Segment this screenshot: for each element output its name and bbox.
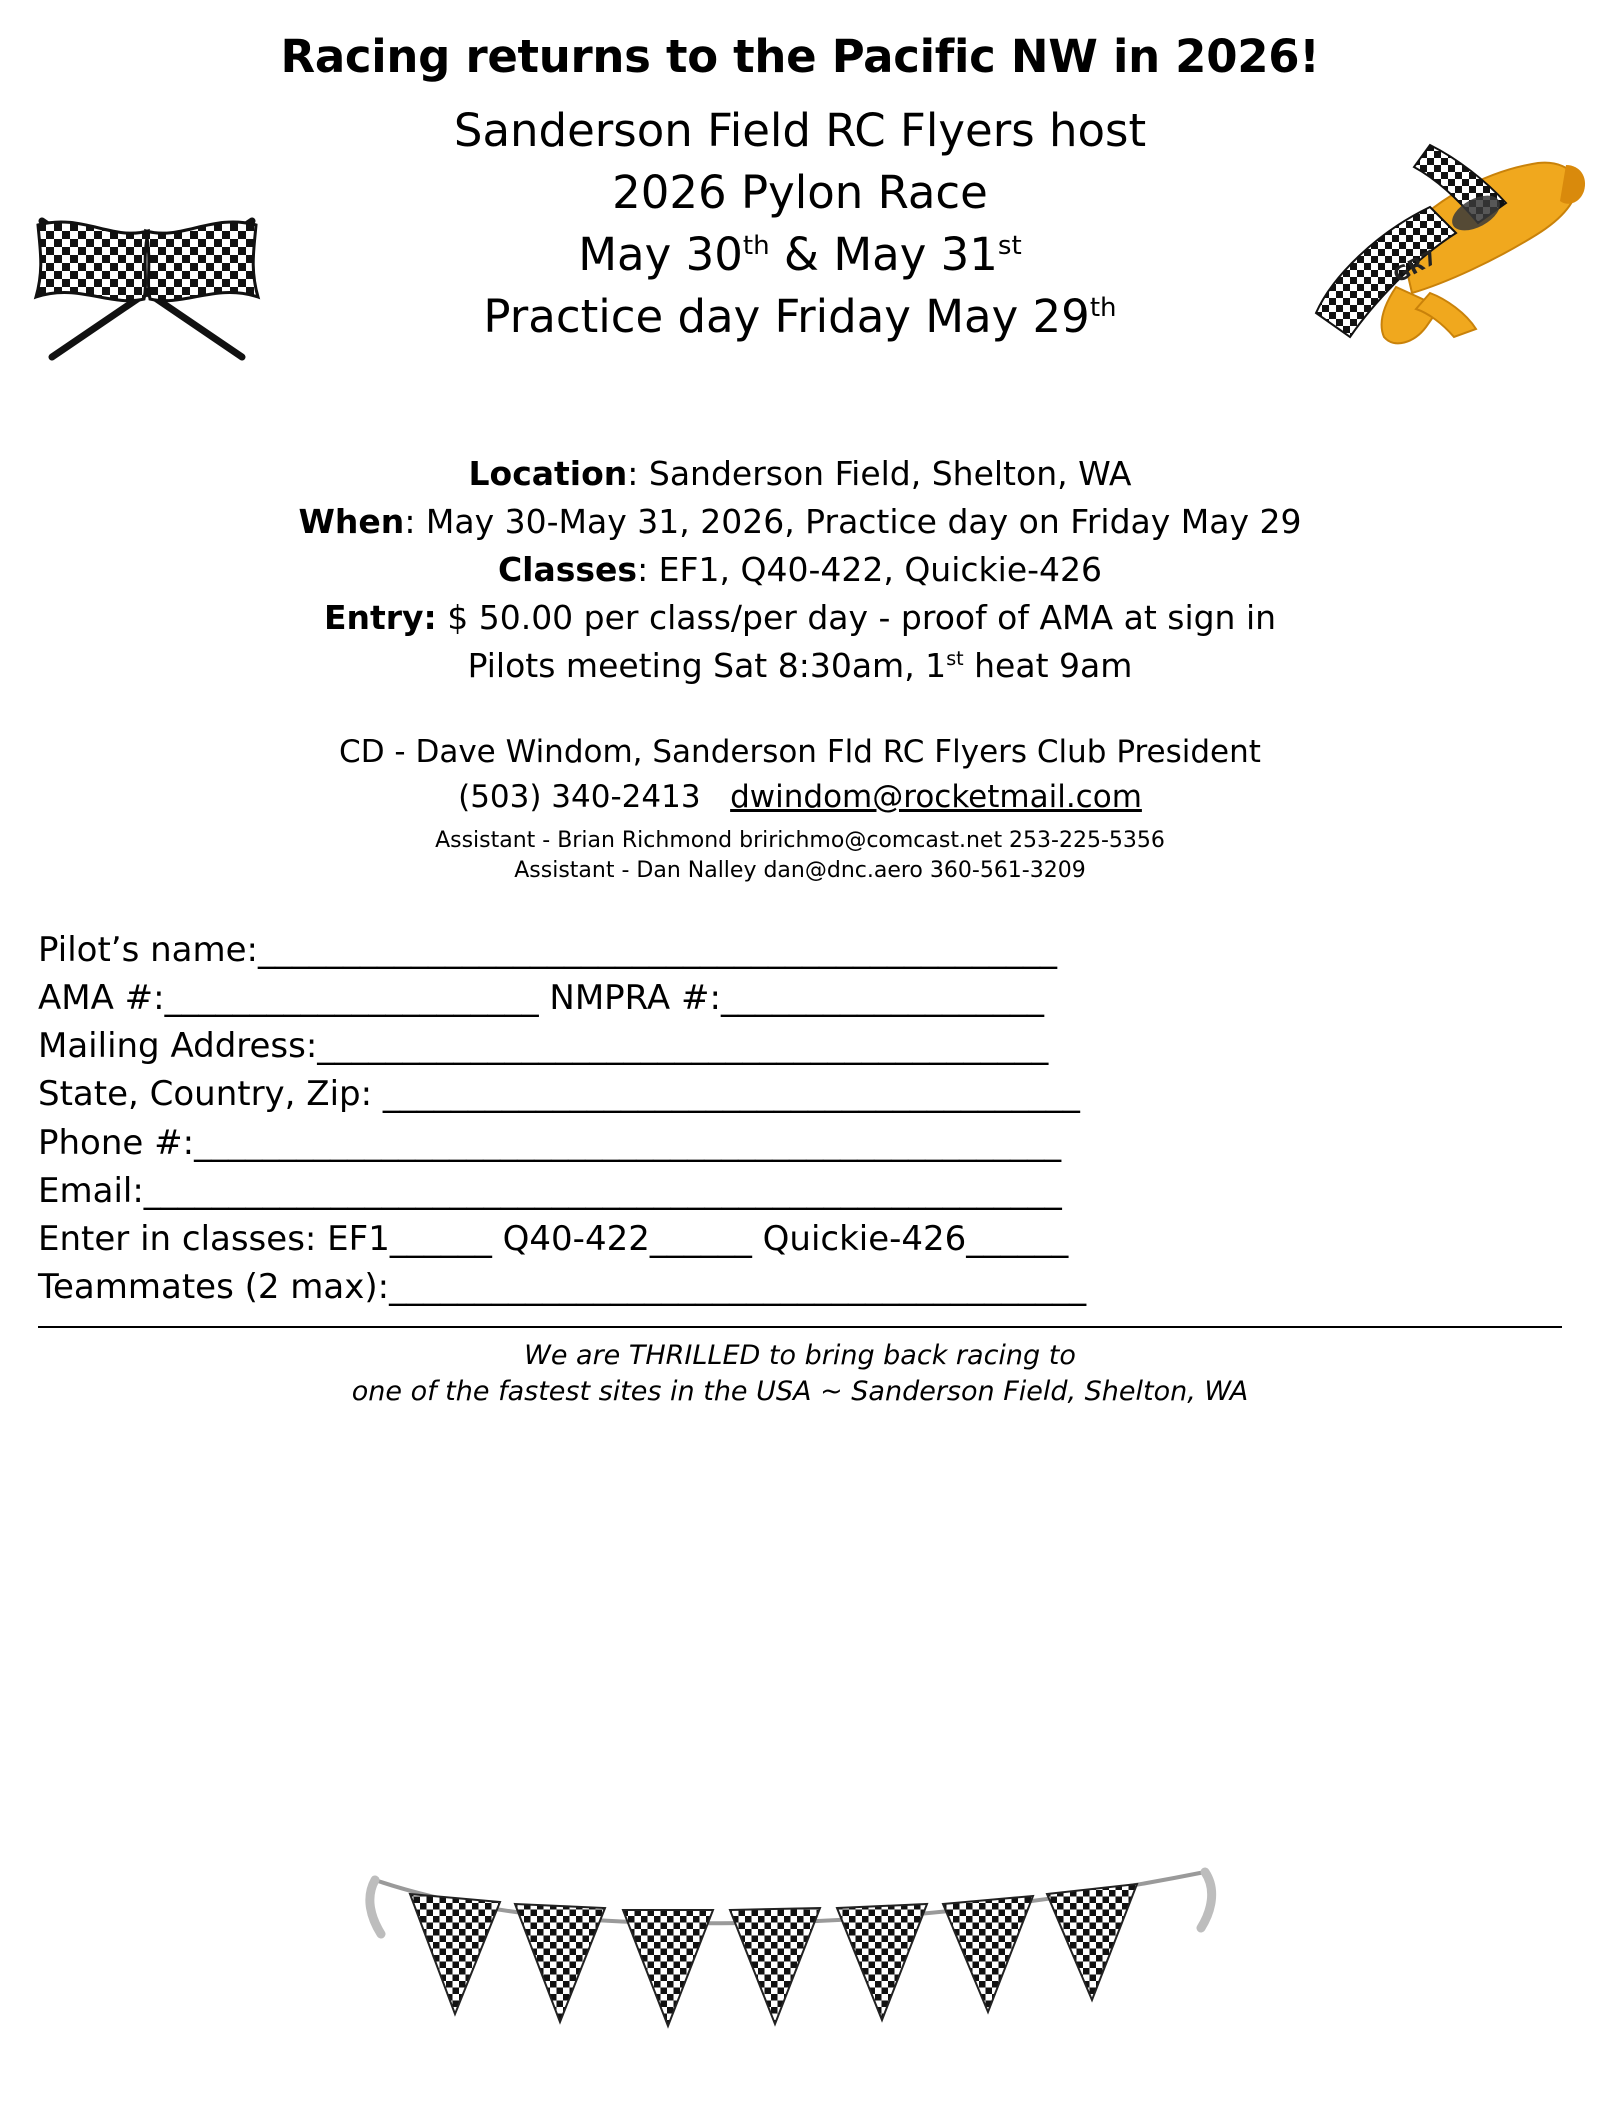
entry-value: $ 50.00 per class/per day - proof of AMA at sign in <box>436 598 1277 638</box>
detail-location <box>0 450 1600 498</box>
form-field-teammates[interactable]: Teammates (2 max):_________________________________________ <box>38 1267 1087 1308</box>
event-title-line-1: Sanderson Field RC Flyers host <box>453 103 1147 157</box>
when-value: : May 30-May 31, 2026, Practice day on Friday May 29 <box>404 501 1302 541</box>
entry-form <box>0 926 1600 1312</box>
event-title-line-2: 2026 Pylon Race <box>612 165 988 219</box>
location-label: Location <box>468 453 628 493</box>
meeting-sup: st <box>946 647 964 671</box>
tagline-line-2: one of the fastest sites in the USA ~ Sanderson Field, Shelton, WA <box>351 1376 1249 1408</box>
contact-phone: (503) 340-2413 <box>458 779 701 816</box>
classes-label: Classes <box>497 549 638 589</box>
contact-email-link[interactable]: dwindom@rocketmail.com <box>730 779 1142 816</box>
classes-value: : EF1, Q40-422, Quickie-426 <box>637 549 1103 589</box>
form-field-state-country-zip[interactable]: State, Country, Zip: _________________________________________ <box>38 1074 1080 1115</box>
svg-text:GR7: GR7 <box>1389 244 1441 287</box>
tagline-line-1: We are THRILLED to bring back racing to <box>524 1339 1076 1371</box>
flyer-page <box>0 32 1600 2102</box>
entry-label: Entry: <box>323 598 437 638</box>
form-field-mailing-address[interactable]: Mailing Address:___________________________________________ <box>38 1026 1049 1067</box>
date-sup-1: th <box>742 230 770 261</box>
event-details <box>0 450 1600 691</box>
detail-entry <box>0 594 1600 642</box>
meeting-prefix: Pilots meeting Sat 8:30am, 1 <box>467 646 947 686</box>
practice-prefix: Practice day Friday May 29 <box>483 289 1090 343</box>
form-field-classes[interactable]: Enter in classes: EF1______ Q40-422______ Quickie-426______ <box>38 1219 1069 1260</box>
detail-pilots-meeting <box>0 642 1600 690</box>
detail-classes <box>0 546 1600 594</box>
form-field-pilot-name[interactable]: Pilot’s name:_______________________________________________ <box>38 929 1057 970</box>
form-field-phone[interactable]: Phone #:___________________________________________________ <box>38 1122 1062 1163</box>
rc-racing-plane-image <box>1280 137 1590 387</box>
date-prefix: May 30 <box>578 227 743 281</box>
page-title: Racing returns to the Pacific NW in 2026! <box>280 30 1320 83</box>
date-sup-2: st <box>997 230 1022 261</box>
contact-block <box>0 730 1600 820</box>
practice-sup: th <box>1089 292 1117 323</box>
assistant-2: Assistant - Dan Nalley dan@dnc.aero 360-561-3209 <box>514 857 1086 883</box>
assistants-block <box>0 826 1600 885</box>
tagline <box>0 1338 1600 1411</box>
form-field-email[interactable]: Email:______________________________________________________ <box>38 1170 1062 1211</box>
assistant-1: Assistant - Brian Richmond bririchmo@comcast.net 253-225-5356 <box>435 828 1165 854</box>
checkered-racing-flags-icon <box>22 207 272 367</box>
contact-phone-email <box>0 775 1600 820</box>
form-field-ama-nmpra[interactable]: AMA #:______________________ NMPRA #:___________________ <box>38 977 1044 1018</box>
when-label: When <box>298 501 405 541</box>
date-mid: & May 31 <box>769 227 998 281</box>
location-value: : Sanderson Field, Shelton, WA <box>627 453 1132 493</box>
meeting-suffix: heat 9am <box>963 646 1133 686</box>
contact-director: CD - Dave Windom, Sanderson Fld RC Flyers Club President <box>339 734 1261 771</box>
hero-section <box>0 82 1600 442</box>
checkered-bunting-banner-image <box>355 1864 1225 2054</box>
detail-when <box>0 498 1600 546</box>
divider <box>38 1326 1562 1328</box>
